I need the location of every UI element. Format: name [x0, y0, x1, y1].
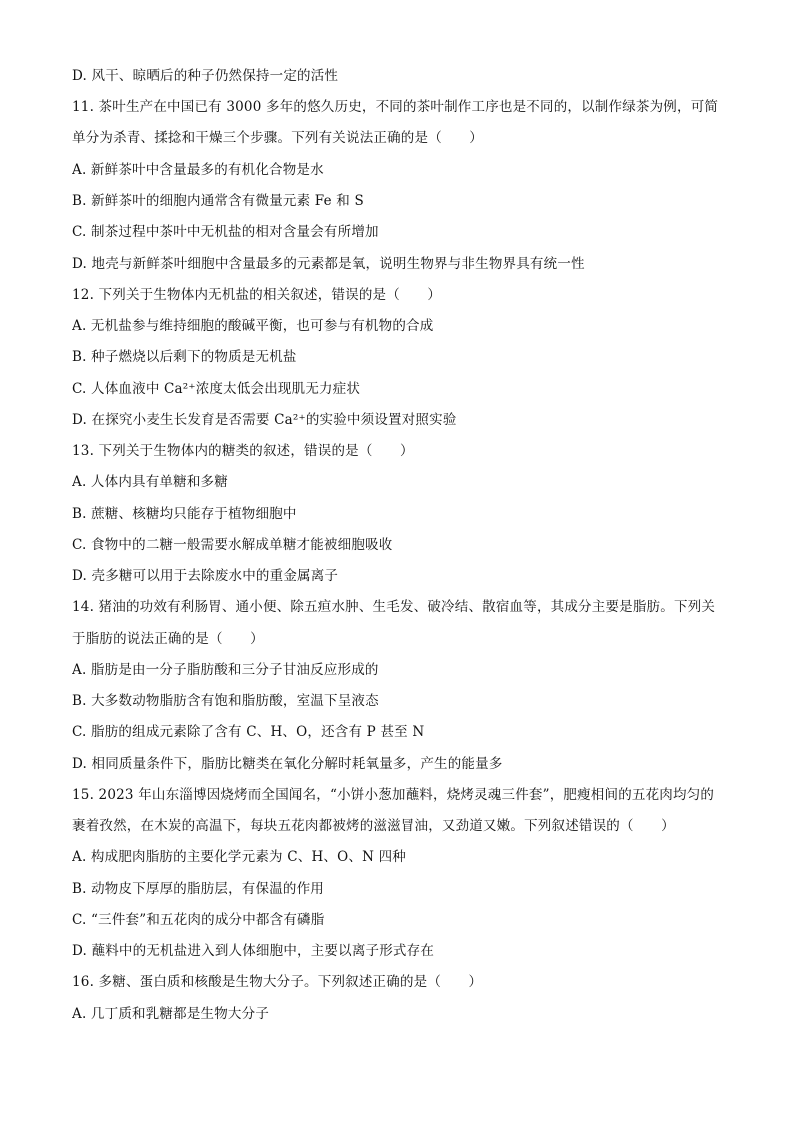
q15-stem-line-1: 15. 2023 年山东淄博因烧烤而全国闻名，“小饼小葱加蘸料，烧烤灵魂三件套”，肥瘦相间的五花肉均匀的 — [72, 787, 715, 803]
q14-stem-line-2: 于脂肪的说法正确的是（ ） — [72, 631, 264, 647]
q15-stem-line-2: 裹着孜然，在木炭的高温下，每块五花肉都被烤的滋滋冒油，又劲道又嫩。下列叙述错误的（ ） — [72, 818, 675, 834]
q12-option-d: D. 在探究小麦生长发育是否需要 Ca²⁺的实验中须设置对照实验 — [72, 412, 457, 428]
q14-option-b: B. 大多数动物脂肪含有饱和脂肪酸，室温下呈液态 — [72, 693, 379, 709]
q14-option-c: C. 脂肪的组成元素除了含有 C、H、O，还含有 P 甚至 N — [72, 724, 425, 740]
q13-option-b: B. 蔗糖、核糖均只能存于植物细胞中 — [72, 506, 297, 522]
q15-option-a: A. 构成肥肉脂肪的主要化学元素为 C、H、O、N 四种 — [72, 849, 406, 865]
q13-stem: 13. 下列关于生物体内的糖类的叙述，错误的是（ ） — [72, 443, 414, 459]
q12-option-a: A. 无机盐参与维持细胞的酸碱平衡，也可参与有机物的合成 — [72, 318, 434, 334]
q15-option-d: D. 蘸料中的无机盐进入到人体细胞中，主要以离子形式存在 — [72, 943, 435, 959]
q13-option-c: C. 食物中的二糖一般需要水解成单糖才能被细胞吸收 — [72, 537, 393, 553]
q11-option-b: B. 新鲜茶叶的细胞内通常含有微量元素 Fe 和 S — [72, 193, 364, 209]
q11-stem-line-1: 11. 茶叶生产在中国已有 3000 多年的悠久历史，不同的茶叶制作工序也是不同的，以制作绿茶为例，可简 — [72, 99, 719, 115]
q15-option-c: C. “三件套”和五花肉的成分中都含有磷脂 — [72, 912, 325, 928]
q11-option-c: C. 制茶过程中茶叶中无机盐的相对含量会有所增加 — [72, 224, 379, 240]
q15-option-b: B. 动物皮下厚厚的脂肪层，有保温的作用 — [72, 881, 325, 897]
q16-option-a: A. 几丁质和乳糖都是生物大分子 — [72, 1006, 270, 1022]
q14-option-a: A. 脂肪是由一分子脂肪酸和三分子甘油反应形成的 — [72, 662, 379, 678]
q12-option-c: C. 人体血液中 Ca²⁺浓度太低会出现肌无力症状 — [72, 381, 361, 397]
q13-option-a: A. 人体内具有单糖和多糖 — [72, 474, 228, 490]
q12-option-b: B. 种子燃烧以后剩下的物质是无机盐 — [72, 349, 297, 365]
q11-option-d: D. 地壳与新鲜茶叶细胞中含量最多的元素都是氧，说明生物界与非生物界具有统一性 — [72, 256, 585, 272]
q14-stem-line-1: 14. 猪油的功效有利肠胃、通小便、除五疸水肿、生毛发、破冷结、散宿血等，其成分主要是脂肪。下列关 — [72, 599, 716, 615]
q14-option-d: D. 相同质量条件下，脂肪比糖类在氧化分解时耗氧量多，产生的能量多 — [72, 756, 503, 772]
q10-option-d: D. 风干、晾晒后的种子仍然保持一定的活性 — [72, 68, 339, 84]
q13-option-d: D. 壳多糖可以用于去除废水中的重金属离子 — [72, 568, 339, 584]
q11-option-a: A. 新鲜茶叶中含量最多的有机化合物是水 — [72, 162, 324, 178]
q11-stem-line-2: 单分为杀青、揉捻和干燥三个步骤。下列有关说法正确的是（ ） — [72, 130, 483, 146]
q12-stem: 12. 下列关于生物体内无机盐的相关叙述，错误的是（ ） — [72, 287, 442, 303]
q16-stem: 16. 多糖、蛋白质和核酸是生物大分子。下列叙述正确的是（ ） — [72, 974, 483, 990]
